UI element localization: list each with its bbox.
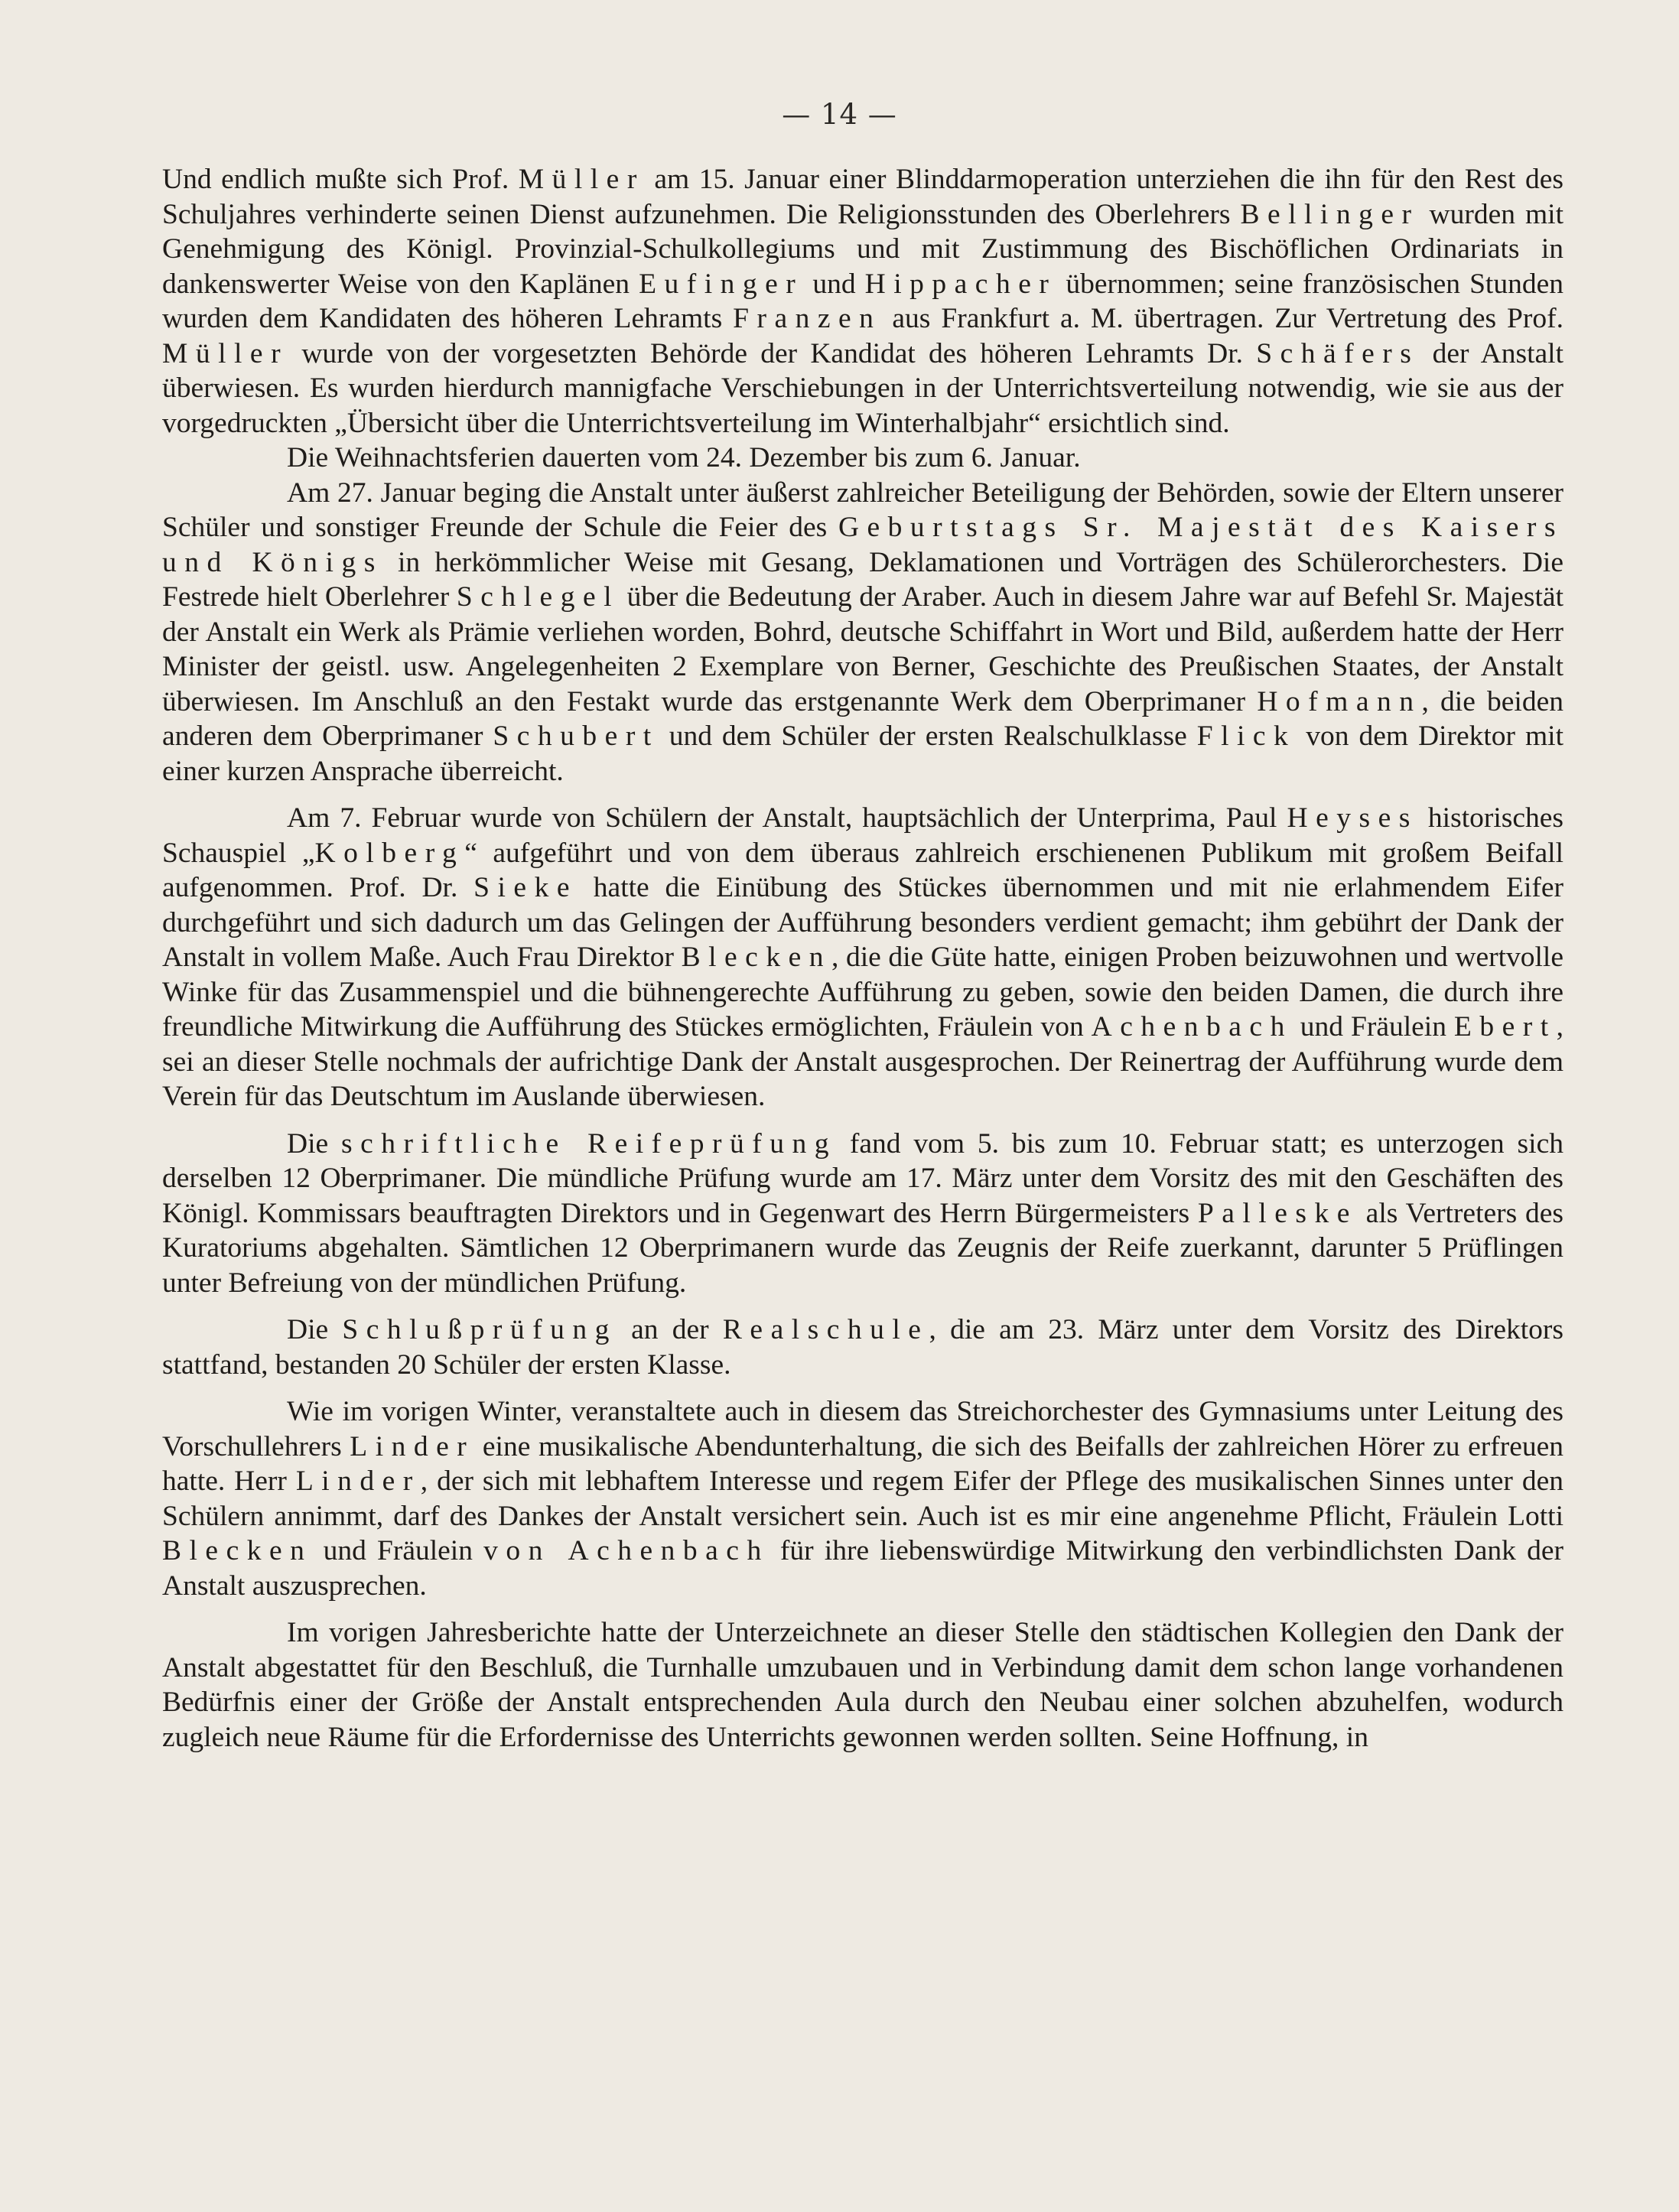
spaced-emphasis: Flick [1196, 721, 1297, 752]
spaced-emphasis: Bellinger [1240, 198, 1420, 230]
spaced-emphasis: Achenbach [1091, 1011, 1293, 1043]
paragraph: Die Weihnachtsferien dauerten vom 24. Dezember bis zum 6. Januar. [287, 442, 1081, 473]
spaced-emphasis: Sieke [473, 872, 578, 903]
paragraph: Und endlich mußte sich Prof. Müller am 15. Januar einer Blinddarmoperation unterziehen die ihn für den Rest des Schuljahres verhinderte seinen Dienst aufzunehmen. Die Religionsstunden des Oberlehrers Bellinger wurden mit Genehmigung des Königl. Provinzial-Schulkollegiums und mit Zustimmung des Bischöflichen Ordinariats in dankenswerter Weise von den Kaplänen Eufinger und Hippacher übernommen; seine französischen Stunden wurden dem Kandidaten des höheren Lehramts Franzen aus Frankfurt a. M. übertragen. Zur Vertretung des Prof. Müller wurde von der vorgesetzten Behörde der Kandidat des höheren Lehramts Dr. Schäfers der Anstalt überwiesen. Es wurden hierdurch mannigfache Verschiebungen in der Unterrichtsverteilung notwendig, wie sie aus der vorgedruckten „Übersicht über die Unterrichtsverteilung im Winterhalbjahr“ ersichtlich sind. [162, 164, 1563, 439]
spaced-emphasis: Franzen [733, 303, 882, 334]
spaced-emphasis: Palleske [1197, 1197, 1358, 1229]
paragraph: Am 7. Februar wurde von Schülern der Anstalt, hauptsächlich der Unterprima, Paul Heyses historisches Schauspiel „Kolberg“ aufgeführt und von dem überaus zahlreich erschienenen Publikum mit großem Beifall aufgenommen. Prof. Dr. Sieke hatte die Einübung des Stückes übernommen und mit nie erlahmendem Eifer durchgeführt und sich dadurch um das Gelingen der Aufführung besonders verdient gemacht; ihm gebührt der Dank der Anstalt in vollem Maße. Auch Frau Direktor Blecken, die die Güte hatte, einigen Proben beizuwohnen und wertvolle Winke für das Zusammenspiel und die bühnengerechte Aufführung zu geben, sowie den beiden Damen, die durch ihre freundliche Mitwirkung die Aufführung des Stückes ermöglichten, Fräulein von Achenbach und Fräulein Ebert, sei an dieser Stelle nochmals der aufrichtige Dank der Anstalt ausgesprochen. Der Reinertrag der Aufführung wurde dem Verein für das Deutschtum im Auslande überwiesen. [162, 802, 1564, 1112]
spaced-emphasis: Heyses [1287, 802, 1418, 834]
spaced-emphasis: Realschule [722, 1314, 929, 1345]
spaced-emphasis: Müller [162, 337, 289, 369]
page-number: — 14 — [782, 98, 897, 131]
spaced-emphasis: Blecken [681, 942, 831, 973]
spaced-emphasis: Linder [350, 1430, 475, 1462]
spaced-emphasis: Schäfers [1256, 337, 1420, 369]
spaced-emphasis: schriftliche Reifeprüfung [341, 1127, 837, 1160]
paragraph: Am 27. Januar beging die Anstalt unter äußerst zahlreicher Beteiligung der Behörden, sowie der Eltern unserer Schüler und sonstiger Freunde der Schule die Feier des Geburtstags Sr. Majestät des Kaisers und Königs in herkömmlicher Weise mit Gesang, Deklamationen und Vorträgen des Schülerorchesters. Die Festrede hielt Oberlehrer Schlegel über die Bedeutung der Araber. Auch in diesem Jahre war auf Befehl Sr. Majestät der Anstalt ein Werk als Prämie verliehen worden, Bohrd, deutsche Schiffahrt in Wort und Bild, außerdem hatte der Herr Minister der geistl. usw. Angelegenheiten 2 Exemplare von Berner, Geschichte des Preußischen Staates, der Anstalt überwiesen. Im Anschluß an den Festakt wurde das erstgenannte Werk dem Oberprimaner Hofmann, die beiden anderen dem Oberprimaner Schubert und dem Schüler der ersten Realschulklasse Flick von dem Direktor mit einer kurzen Ansprache überreicht. [162, 477, 1564, 787]
spaced-emphasis: Eufinger [639, 268, 804, 300]
paragraph: Die Schlußprüfung an der Realschule, die am 23. März unter dem Vorsitz des Direktors stattfand, bestanden 20 Schüler der ersten Klasse. [162, 1314, 1563, 1381]
spaced-emphasis: Müller [518, 164, 645, 195]
spaced-emphasis: Ebert [1453, 1011, 1557, 1043]
spaced-emphasis: Schlußprüfung [342, 1314, 617, 1345]
spaced-emphasis: Schubert [493, 721, 659, 752]
body-text [162, 162, 1563, 1755]
paragraph: Im vorigen Jahresberichte hatte der Unterzeichnete an dieser Stelle den städtischen Kollegien den Dank der Anstalt abgestattet für den Beschluß, die Turnhalle umzubauen und in Verbindung damit dem schon lange vorhandenen Bedürfnis einer der Größe der Anstalt entsprechenden Aula durch den Neubau einer solchen abzuhelfen, wodurch zugleich neue Räume für die Erfordernisse des Unterrichts gewonnen werden sollten. Seine Hoffnung, in [162, 1617, 1563, 1753]
spaced-emphasis: Schlegel [456, 581, 620, 613]
spaced-emphasis: von Achenbach [483, 1535, 770, 1566]
spaced-emphasis: Geburtstags Sr. Majestät des Kaisers und Königs [162, 512, 1564, 578]
spaced-emphasis: Blecken [162, 1535, 313, 1566]
spaced-emphasis: Kolberg [314, 837, 465, 869]
spaced-emphasis: Hippacher [864, 268, 1057, 300]
paragraph: Die schriftliche Reifeprüfung fand vom 5. bis zum 10. Februar statt; es unterzogen sich derselben 12 Oberprimaner. Die mündliche Prüfung wurde am 17. März unter dem Vorsitz des mit den Geschäften des Königl. Kommissars beauftragten Direktors und in Gegenwart des Herrn Bürgermeisters Palleske als Vertreters des Kuratoriums abgehalten. Sämtlichen 12 Oberprimanern wurde das Zeugnis der Reife zuerkannt, darunter 5 Prüflingen unter Befreiung von der mündlichen Prüfung. [162, 1127, 1564, 1299]
spaced-emphasis: Linder [295, 1465, 421, 1497]
spaced-emphasis: Hofmann [1257, 685, 1422, 717]
paragraph: Wie im vorigen Winter, veranstaltete auch in diesem das Streichorchester des Gymnasiums unter Leitung des Vorschullehrers Linder eine musikalische Abendunterhaltung, die sich des Beifalls der zahlreichen Hörer zu erfreuen hatte. Herr Linder, der sich mit lebhaftem Interesse und regem Eifer der Pflege des musikalischen Sinnes unter den Schülern annimmt, darf des Dankes der Anstalt versichert sein. Auch ist es mir eine angenehme Pflicht, Fräulein Lotti Blecken und Fräulein von Achenbach für ihre liebenswürdige Mitwirkung den verbindlichsten Dank der Anstalt auszusprechen. [162, 1396, 1563, 1602]
